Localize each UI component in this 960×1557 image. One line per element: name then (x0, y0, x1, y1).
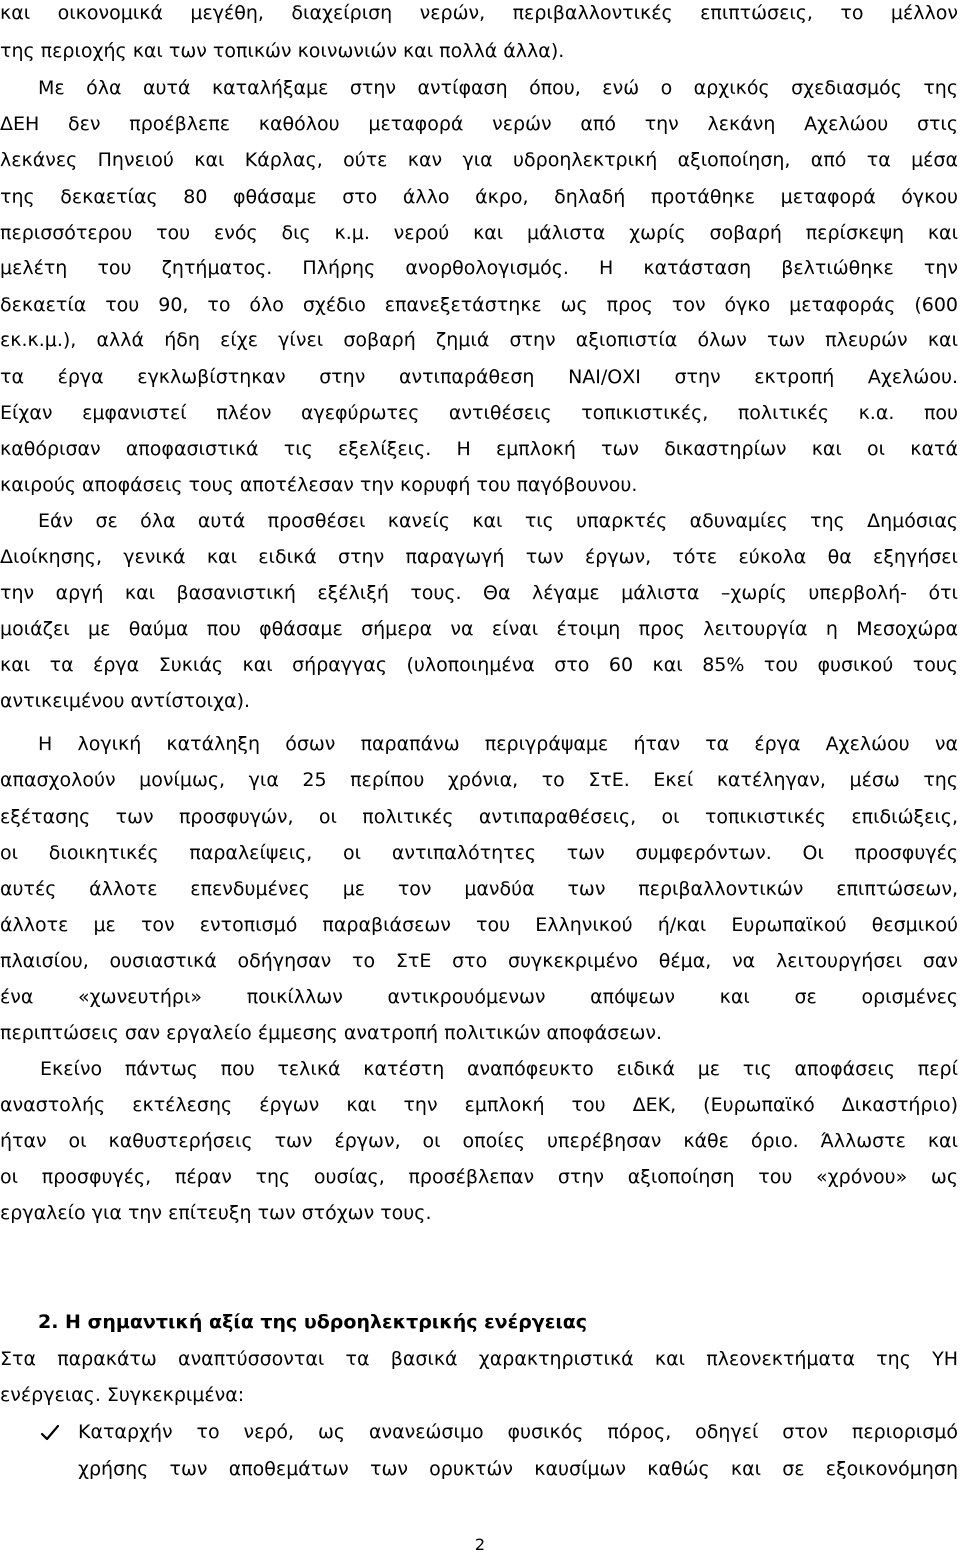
paragraph-line: δεκαετία του 90, το όλο σχέδιο επανεξετάστηκε ως προς τον όγκο μεταφοράς (600 (0, 294, 958, 316)
paragraph-line: Με όλα αυτά καταλήξαμε στην αντίφαση όπου, ενώ ο αρχικός σχεδιασμός της (38, 77, 958, 99)
paragraph-line: ενέργειας. Συγκεκριμένα: (0, 1384, 245, 1406)
paragraph-line: ήταν οι καθυστερήσεις των έργων, οι οποίες υπερέβησαν κάθε όριο. Άλλωστε και (0, 1130, 958, 1152)
paragraph-line: καθόρισαν αποφασιστικά τις εξελίξεις. Η εμπλοκή των δικαστηρίων και οι κατά (0, 438, 958, 460)
paragraph-line: απασχολούν μονίμως, για 25 περίπου χρόνια, το ΣτΕ. Εκεί κατέληγαν, μέσω της (0, 769, 958, 791)
paragraph-line: περιπτώσεις σαν εργαλείο έμμεσης ανατροπή πολιτικών αποφάσεων. (0, 1022, 663, 1044)
paragraph-line: εργαλείο για την επίτευξη των στόχων τους. (0, 1202, 432, 1224)
paragraph-line: Στα παρακάτω αναπτύσσονται τα βασικά χαρακτηριστικά και πλεονεκτήματα της ΥΗ (0, 1348, 958, 1370)
paragraph-line: και οικονομικά μεγέθη, διαχείριση νερών, περιβαλλοντικές επιπτώσεις, το μέλλον (0, 2, 958, 24)
paragraph-line: της δεκαετίας 80 φθάσαμε στο άλλο άκρο, δηλαδή προτάθηκε μεταφορά όγκου (0, 186, 958, 208)
paragraph-line: αυτές άλλοτε επενδυμένες με τον μανδύα των περιβαλλοντικών επιπτώσεων, (0, 878, 958, 900)
paragraph-line: αντικειμένου αντίστοιχα). (0, 690, 251, 712)
checkmark-icon (40, 1423, 60, 1443)
paragraph-line: μελέτη του ζητήματος. Πλήρης ανορθολογισμός. Η κατάσταση βελτιώθηκε την (0, 257, 958, 279)
paragraph-line: την αργή και βασανιστική εξέλιξή τους. Θα λέγαμε μάλιστα –χωρίς υπερβολή- ότι (0, 582, 958, 604)
list-item-text: χρήσης των αποθεμάτων των ορυκτών καυσίμων καθώς και σε εξοικονόμηση (78, 1458, 958, 1480)
paragraph-line: εκ.κ.μ.), αλλά ήδη είχε γίνει σοβαρή ζημιά στην αξιοπιστία όλων των πλευρών και (0, 329, 958, 351)
paragraph-line: ένα «χωνευτήρι» ποικίλλων αντικρουόμενων απόψεων και σε ορισμένες (0, 986, 958, 1008)
paragraph-line: καιρούς αποφάσεις τους αποτέλεσαν την κορυφή του παγόβουνου. (0, 474, 638, 496)
paragraph-line: μοιάζει με θαύμα που φθάσαμε σήμερα να είναι έτοιμη προς λειτουργία η Μεσοχώρα (0, 618, 958, 640)
paragraph-line: οι διοικητικές παραλείψεις, οι αντιπαλότητες των συμφερόντων. Οι προσφυγές (0, 842, 958, 864)
paragraph-line: άλλοτε με τον εντοπισμό παραβιάσεων του Ελληνικού ή/και Ευρωπαϊκού θεσμικού (0, 914, 958, 936)
paragraph-line: εξέτασης των προσφυγών, οι πολιτικές αντιπαραθέσεις, οι τοπικιστικές επιδιώξεις, (0, 806, 958, 828)
paragraph-line: τα έργα εγκλωβίστηκαν στην αντιπαράθεση ΝΑΙ/ΟΧΙ στην εκτροπή Αχελώου. (0, 366, 958, 388)
paragraph-line: ΔΕΗ δεν προέβλεπε καθόλου μεταφορά νερών από την λεκάνη Αχελώου στις (0, 113, 958, 135)
paragraph-line: λεκάνες Πηνειού και Κάρλας, ούτε καν για υδροηλεκτρική αξιοποίηση, από τα μέσα (0, 149, 958, 171)
list-item (0, 1419, 958, 1445)
paragraph-line: και τα έργα Συκιάς και σήραγγας (υλοποιημένα στο 60 και 85% του φυσικού τους (0, 654, 958, 676)
paragraph-line: περισσότερου του ενός δις κ.μ. νερού και μάλιστα χωρίς σοβαρή περίσκεψη και (0, 222, 958, 244)
paragraph-line: οι προσφυγές, πέραν της ουσίας, προσέβλεπαν στην αξιοποίηση του «χρόνου» ως (0, 1166, 958, 1188)
paragraph-line: της περιοχής και των τοπικών κοινωνιών και πολλά άλλα). (0, 40, 565, 62)
section-heading: 2. Η σημαντική αξία της υδροηλεκτρικής ενέργειας (38, 1311, 588, 1333)
paragraph-line: Εάν σε όλα αυτά προσθέσει κανείς και τις υπαρκτές αδυναμίες της Δημόσιας (38, 510, 958, 532)
paragraph-line: Η λογική κατάληξη όσων παραπάνω περιγράψαμε ήταν τα έργα Αχελώου να (38, 733, 958, 755)
list-item-continuation (0, 1456, 958, 1482)
paragraph-line: πλαισίου, ουσιαστικά οδήγησαν το ΣτΕ στο συγκεκριμένο θέμα, να λειτουργήσει σαν (0, 950, 958, 972)
list-item-text: Καταρχήν το νερό, ως ανανεώσιμο φυσικός πόρος, οδηγεί στον περιορισμό (78, 1421, 958, 1443)
paragraph-line: αναστολής εκτέλεσης έργων και την εμπλοκή του ΔΕΚ, (Ευρωπαϊκό Δικαστήριο) (0, 1094, 958, 1116)
paragraph-line: Είχαν εμφανιστεί πλέον αγεφύρωτες αντιθέσεις τοπικιστικές, πολιτικές κ.α. που (0, 402, 958, 424)
page-number: 2 (474, 1535, 486, 1554)
paragraph-line: Εκείνο πάντως που τελικά κατέστη αναπόφευκτο ειδικά με τις αποφάσεις περί (40, 1058, 958, 1080)
paragraph-line: Διοίκησης, γενικά και ειδικά στην παραγωγή των έργων, τότε εύκολα θα εξηγήσει (0, 546, 958, 568)
